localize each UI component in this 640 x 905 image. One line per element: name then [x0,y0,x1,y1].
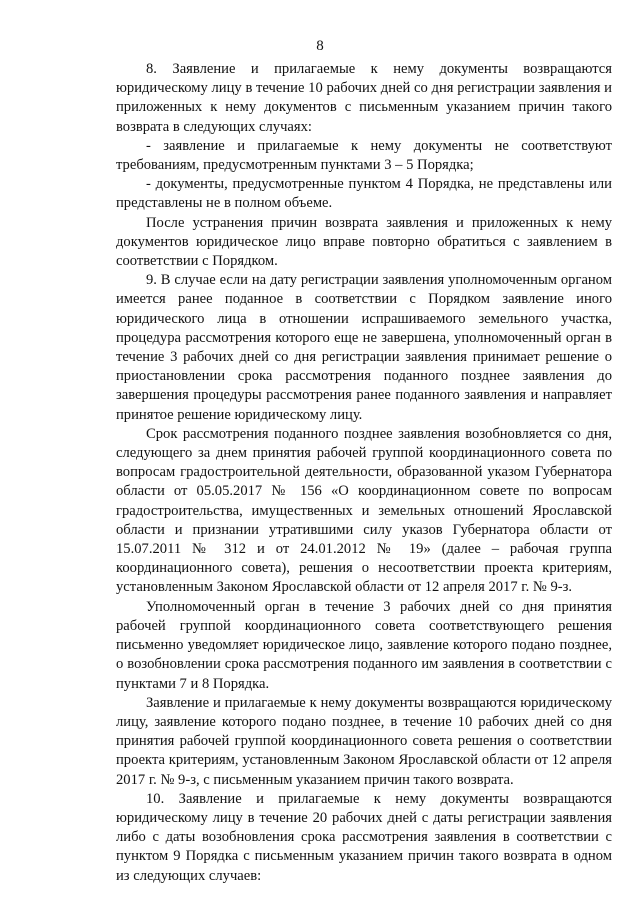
paragraph-notification: Уполномоченный орган в течение 3 рабочих дней со дня принятия рабочей группой координационного совета соответствующего решения письменно уведомляет юридическое лицо, заявление которого подано позднее, о возобновлении срока рассмотрения поданного им заявления в соответствии с пунктами 7 и 8 Порядка. [116,598,612,692]
paragraph-item-10: 10. Заявление и прилагаемые к нему документы возвращаются юридическому лицу в течение 20 рабочих дней с даты регистрации заявления либо с даты возобновления срока рассмотрения заявления в соответствии с пунктом 9 Порядка с письменным указанием причин такого возврата в одном из следующих случаев: [116,790,612,884]
paragraph-case-requirements: - заявление и прилагаемые к нему документы не соответствуют требованиям, предусмотренным пунктами 3 – 5 Порядка; [116,137,612,174]
paragraph-resubmission: После устранения причин возврата заявления и приложенных к нему документов юридическое лицо вправе повторно обратиться с заявлением в соответствии с Порядком. [116,214,612,270]
paragraph-return-later-application: Заявление и прилагаемые к нему документы возвращаются юридическому лицу, заявление которого подано позднее, в течение 10 рабочих дней со дня принятия рабочей группой координационного совета решения о соответствии проекта критериям, установленным Законом Ярославской области от 12 апреля 2017 г. № 9-з, с письменным указанием причин такого возврата. [116,694,612,788]
document-body [116,60,612,886]
paragraph-case-documents: - документы, предусмотренные пунктом 4 Порядка, не представлены или представлены не в полном объеме. [116,176,612,212]
paragraph-item-9: 9. В случае если на дату регистрации заявления уполномоченным органом имеется ранее поданное в соответствии с Порядком заявление иного юридического лица в отношении испрашиваемого земельного участка, процедура рассмотрения которого еще не завершена, уполномоченный орган в течение 3 рабочих дней со дня регистрации заявления принимает решение о приостановлении срока рассмотрения поданного позднее заявления до завершения процедуры рассмотрения ранее поданного заявления и направляет принятое решение юридическому лицу. [116,272,612,423]
paragraph-term-resumption: Срок рассмотрения поданного позднее заявления возобновляется со дня, следующего за днем принятия рабочей группой координационного совета по вопросам градостроительной деятельности, образованной указом Губернатора области от 05.05.2017 № 156 «О координационном совете по вопросам градостроительства, имущественных и земельных отношений Ярославской области и признании утратившими силу указов Губернатора области от 15.07.2011 № 312 и от 24.01.2012 № 19» (далее – рабочая группа координационного совета), решения о несоответствии проекта критериям, установленным Законом Ярославской области от 12 апреля 2017 г. № 9-з. [116,425,612,596]
page-number: 8 [316,38,324,54]
paragraph-item-8: 8. Заявление и прилагаемые к нему документы возвращаются юридическому лицу в течение 10 рабочих дней со дня регистрации заявления и приложенных к нему документов с письменным указанием причин такого возврата в следующих случаях: [116,61,612,135]
